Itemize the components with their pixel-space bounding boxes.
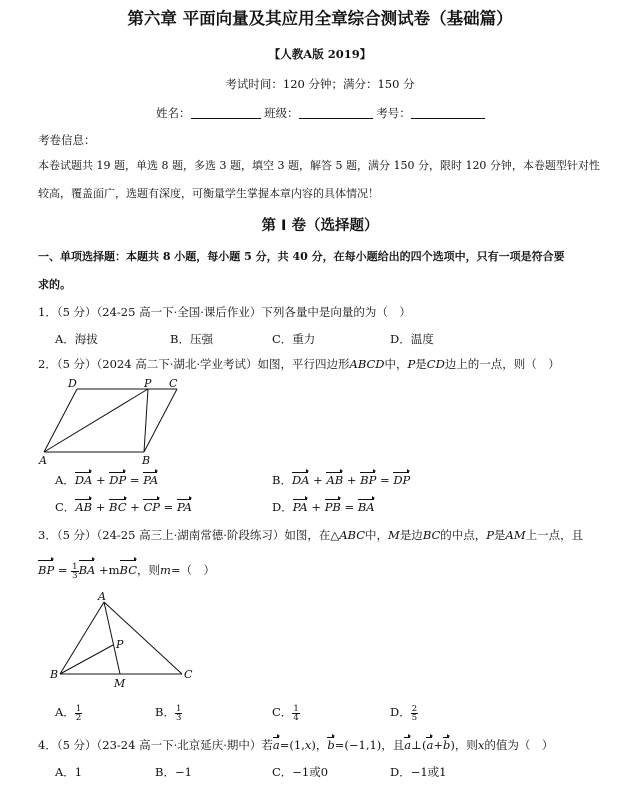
q4-vector-a: a xyxy=(426,738,434,752)
q3-stem-text: 中， xyxy=(365,528,389,542)
q3-option-c[interactable] xyxy=(272,703,300,722)
q4-stem-text: ⊥( xyxy=(411,738,427,752)
q2-vector: AB xyxy=(326,473,344,487)
q3-option-d[interactable] xyxy=(390,703,418,722)
q2-operator: = xyxy=(344,500,355,514)
section-instructions-2: 求的。 xyxy=(38,278,71,291)
q2-operator: + xyxy=(96,473,106,487)
q1-option-b[interactable]: B．压强 xyxy=(170,332,213,346)
q4-stem-text: =(−1,1)，且 xyxy=(334,738,405,752)
q2-operator: + xyxy=(311,500,322,514)
q3-segment-am: AM xyxy=(505,528,526,542)
q4-option-b[interactable]: B．−1 xyxy=(155,765,192,779)
q3-stem-text: 的中点， xyxy=(440,528,487,542)
q3-fraction: $\frac{1}{4}$ xyxy=(293,703,299,723)
q2-option-letter: D． xyxy=(272,500,293,514)
q4-vector-b: b xyxy=(327,738,335,752)
q2-option-a[interactable] xyxy=(55,473,158,487)
q4-option-c[interactable]: C．−1或0 xyxy=(272,765,329,779)
q2-stem-text: 中， xyxy=(384,357,408,371)
q3-fraction: $\frac{1}{2}$ xyxy=(75,703,82,723)
q2-parallelogram-figure xyxy=(36,375,196,465)
q3-triangle-figure xyxy=(44,590,204,690)
q3-option-a[interactable] xyxy=(55,703,82,722)
class-label: 班级： xyxy=(264,106,299,120)
q2-operator: + xyxy=(130,500,140,514)
q3-option-letter: C． xyxy=(272,705,293,719)
q3-option-letter: D． xyxy=(390,705,411,719)
q3-option-b[interactable] xyxy=(155,703,182,722)
q4-operator: + xyxy=(433,738,443,752)
q2-operator: = xyxy=(163,500,174,514)
q2-option-letter: A． xyxy=(55,473,75,487)
document-title: 第六章 平面向量及其应用全章综合测试卷（基础篇） xyxy=(127,9,513,28)
q2-operator: + xyxy=(346,473,357,487)
info-heading: 考卷信息： xyxy=(38,133,96,147)
q2-option-b[interactable] xyxy=(272,473,410,487)
q2-vector: PB xyxy=(324,500,341,514)
q3-stem-text: 上一点，且 xyxy=(525,528,584,542)
q2-vector: PA xyxy=(176,500,192,514)
q2-vector: BP xyxy=(360,473,377,487)
q3-option-letter: B． xyxy=(155,705,175,719)
q4-vector-a: a xyxy=(404,738,412,752)
q3-operator: +m xyxy=(99,563,120,577)
q2-vector: DA xyxy=(291,473,310,487)
q3-side-bc: BC xyxy=(422,528,441,542)
id-blank[interactable] xyxy=(411,106,485,119)
q2-label-c: C xyxy=(169,377,178,390)
q4-stem-text: 的值为（ ） xyxy=(484,738,554,752)
name-blank[interactable] xyxy=(191,106,261,119)
q2-vector: BC xyxy=(109,500,127,514)
q3-vector: BA xyxy=(78,563,96,577)
q4-stem-text: =(1, xyxy=(279,738,305,752)
q3-vector: BC xyxy=(119,563,138,577)
edition-label: 【人教A版 2019】 xyxy=(268,47,372,61)
q4-variable-x: x xyxy=(304,738,312,752)
q2-vector: AB xyxy=(75,500,93,514)
q3-label-a: A xyxy=(98,590,106,603)
q2-side-cd: CD xyxy=(426,357,445,371)
q2-vector: DA xyxy=(74,473,93,487)
q4-stem xyxy=(38,738,553,752)
q2-segment-ap xyxy=(44,389,148,452)
q1-option-a[interactable]: A．海拔 xyxy=(55,332,98,346)
q2-option-d[interactable] xyxy=(272,500,375,514)
q2-stem-text: 边上的一点，则（ ） xyxy=(444,357,560,371)
q2-parallelogram-name: ABCD xyxy=(349,357,385,371)
q3-triangle-name: ABC xyxy=(339,528,366,542)
q2-stem-text: 2．（5 分）（2024 高二下·湖北·学业考试）如图，平行四边形 xyxy=(38,357,350,371)
q3-stem-text: 是 xyxy=(494,528,506,542)
q4-stem-text: )，则 xyxy=(450,738,478,752)
q3-label-c: C xyxy=(184,668,193,681)
q3-fraction: $\frac{1}{3}$ xyxy=(175,703,182,723)
q3-stem-line-1 xyxy=(38,528,583,542)
q4-stem-text: )， xyxy=(311,738,328,752)
q2-vector: CP xyxy=(143,500,160,514)
q3-stem-text: ，则 xyxy=(137,563,161,577)
q3-operator: = xyxy=(57,563,68,577)
q2-vector: PA xyxy=(292,500,308,514)
section-instructions-1: 一、单项选择题：本题共 8 小题，每小题 5 分，共 40 分，在每小题给出的四个选项中，只有一项是符合要 xyxy=(38,250,565,263)
q3-fraction: $\frac{2}{5}$ xyxy=(411,703,418,723)
q2-vector: DP xyxy=(109,473,127,487)
q2-point-p: P xyxy=(407,357,416,371)
q3-segment-bp xyxy=(60,645,113,674)
q3-stem-text: 3．（5 分）（24-25 高三上·湖南常德·阶段练习）如图，在△ xyxy=(38,528,340,542)
info-line-1: 本卷试题共 19 题，单选 8 题，多选 3 题，填空 3 题，解答 5 题，满分 150 分，限时 120 分钟，本卷题型针对性 xyxy=(38,159,600,172)
q2-vector: PA xyxy=(143,473,159,487)
student-info-row xyxy=(156,106,485,120)
q3-point-m: M xyxy=(388,528,400,542)
q2-vector: BA xyxy=(357,500,375,514)
q3-option-letter: A． xyxy=(55,705,75,719)
q2-operator: + xyxy=(95,500,106,514)
q4-vector-b: b xyxy=(442,738,451,752)
q2-operator: + xyxy=(313,473,323,487)
q3-label-p: P xyxy=(116,638,124,651)
q2-stem xyxy=(38,357,560,371)
q2-option-c[interactable] xyxy=(55,500,192,514)
q3-point-p: P xyxy=(486,528,495,542)
q2-label-d: D xyxy=(68,377,77,390)
q3-stem-text: =（ ） xyxy=(170,563,216,577)
class-blank[interactable] xyxy=(299,106,373,119)
section-title: 第 I 卷（选择题） xyxy=(261,218,379,234)
q4-stem-text: 4．（5 分）（23-24 高一下·北京延庆·期中）若 xyxy=(38,738,273,752)
q2-vector: DP xyxy=(393,473,411,487)
q1-option-c[interactable]: C．重力 xyxy=(272,332,316,346)
q2-option-letter: B． xyxy=(272,473,292,487)
q3-stem-text: 是边 xyxy=(399,528,423,542)
name-label: 姓名： xyxy=(156,106,191,120)
q2-operator: = xyxy=(380,473,390,487)
q4-variable-x: x xyxy=(477,738,485,752)
q2-label-p: P xyxy=(144,377,152,390)
q3-label-m: M xyxy=(114,677,126,690)
info-line-2: 较高，覆盖面广，选题有深度，可衡量学生掌握本章内容的具体情况！ xyxy=(38,187,379,200)
q4-vector-a: a xyxy=(272,738,280,752)
q4-option-d[interactable]: D．−1或1 xyxy=(390,765,447,779)
q3-label-b: B xyxy=(50,668,59,681)
q3-fraction: $\frac{1}{3}$ xyxy=(72,561,78,581)
q2-edge-bc xyxy=(144,389,177,452)
exam-info: 考试时间：120 分钟；满分：150 分 xyxy=(225,77,415,91)
q2-segment-bp xyxy=(144,389,148,452)
q3-variable-m: m xyxy=(160,563,171,577)
q2-option-letter: C． xyxy=(55,500,76,514)
q2-label-b: B xyxy=(142,454,151,467)
q1-option-d[interactable]: D．温度 xyxy=(390,332,434,346)
q2-operator: = xyxy=(129,473,140,487)
id-label: 考号： xyxy=(376,106,411,120)
q1-stem: 1．（5 分）（24-25 高一下·全国·课后作业）下列各量中是向量的为（ ） xyxy=(38,305,411,319)
q4-option-a[interactable]: A．1 xyxy=(55,765,83,779)
q3-stem-line-2 xyxy=(38,561,215,580)
q2-label-a: A xyxy=(39,454,47,467)
q3-vector: BP xyxy=(38,563,55,577)
q2-stem-text: 是 xyxy=(415,357,427,371)
q3-edge-ab xyxy=(60,602,104,674)
